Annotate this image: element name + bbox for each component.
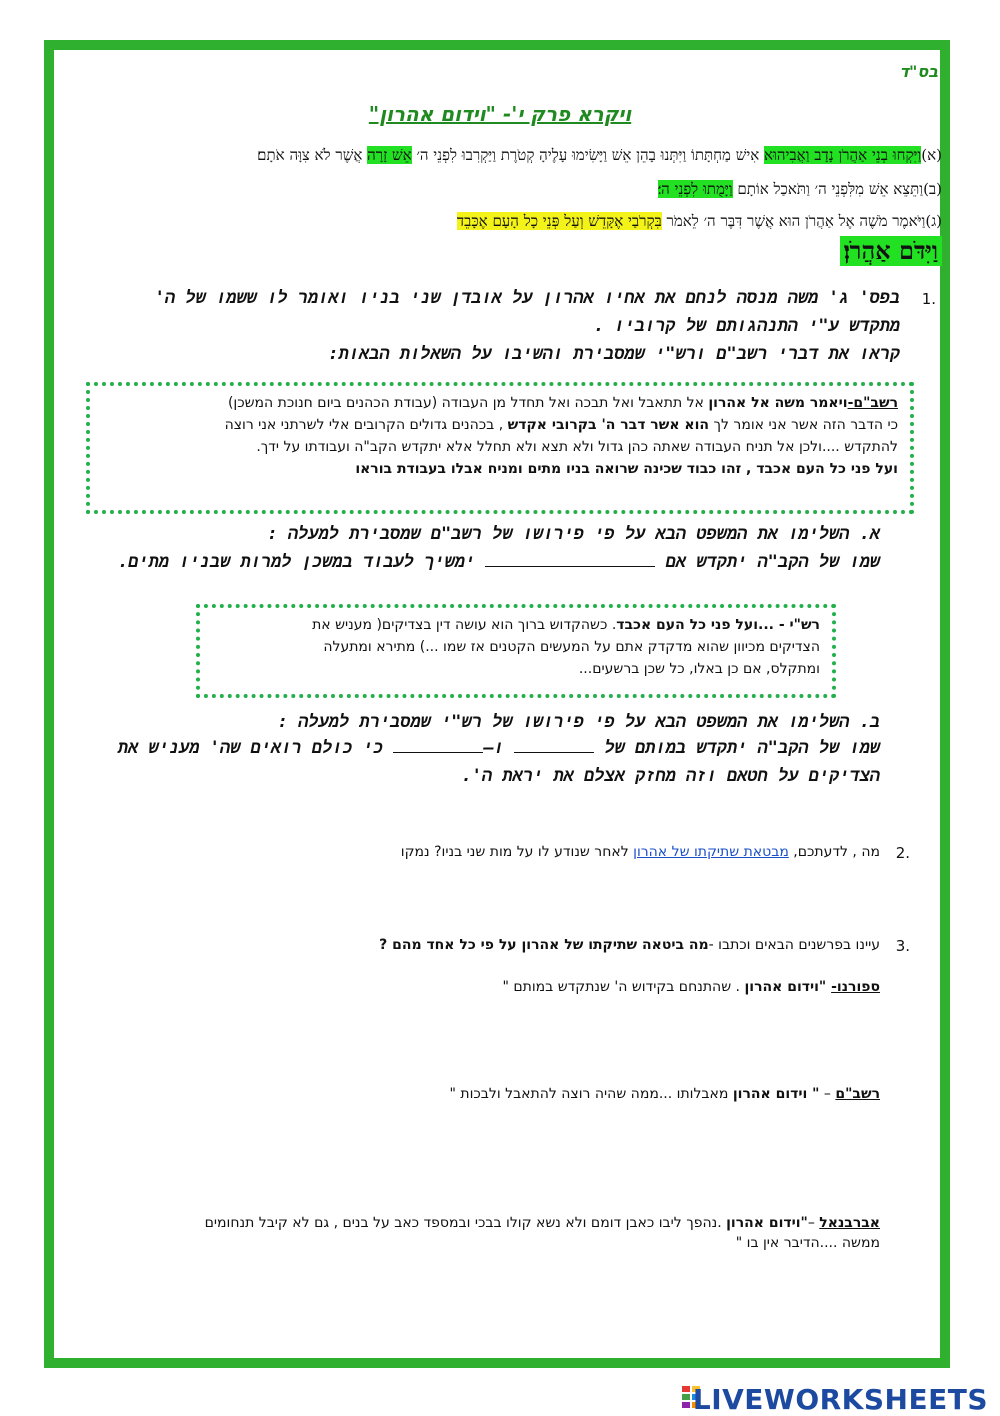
q3-text: עיינו בפרשנים הבאים וכתבו -מה ביטאה שתיקתו של אהרון על פי כל אחד מהם ?	[379, 937, 880, 953]
q3-number: 3.	[895, 937, 910, 955]
qb-line1: ב. השלימו את המשפט הבא על פי פירושו של רש"י שמסבירת למעלה :	[277, 712, 880, 732]
q2-link[interactable]: מבטאת שתיקתו של אהרון	[633, 844, 789, 860]
q1-line: קראו את דברי רשב"ם ורש"י שמסבירת והשיבו על השאלות הבאות:	[328, 344, 900, 364]
commentator-sforno: ספורנו- "וידום אהרון . שהתנחם בקידוש ה' שנתקדש במותם "	[502, 979, 880, 995]
qa-line1: א. השלימו את המשפט הבא על פי פירושו של רשב"ם שמסבירת למעלה :	[267, 524, 880, 544]
q2-number: 2.	[895, 844, 910, 862]
big-title: וַיִּדֹּם אַהֲרֹן׃	[840, 236, 942, 266]
answer-blank-b1[interactable]	[514, 752, 594, 753]
qb-line3: הצדיקים על חטאם וזה מחזק אצלם את יראת ה'.	[461, 766, 880, 786]
verse-c: (ג)וַיֹּאמֶר מֹשֶׁה אֶל אַהֲרֹן הוּא אֲשֶׁר דִּבֶּר ה׳ לֵאמֹר בִּקְרֹבַי אֶקָּדֵשׁ וְעַל פְּנֵי כָל הָעָם אֶכָּבֵד	[456, 212, 942, 230]
answer-blank-a[interactable]	[485, 566, 655, 567]
commentator-rashbam: רשב"ם – " וידום אהרון מאבלותו ...ממה שהיה רוצה להתאבל ולבכות "	[449, 1086, 880, 1102]
q1-number: 1.	[921, 290, 936, 308]
page-border	[44, 40, 950, 1368]
bsd-header: בס"ד	[899, 62, 938, 81]
rashbam-box: רשב"ם-ויאמר משה אל אהרון אל תתאבל ואל תבכה ואל תחדל מן העבודה (עבודת הכהנים ביום חנוכת המשכן) כי הדבר הזה אשר אני אומר לך הוא אשר דבר ה' בקרובי אקדש , בכהנים גדולים הקרובים אלי לשרתני אני רוצה להתקדש ....ולכן אל תניח העבודה שאתה כהן גדול ולא תצא ולא תחלל אלא יתקדש הקב"ה ועבודתו על ידך. ועל פני כל העם אכבד , זהו כבוד שכינה שרואה בניו מתים ומניח אבלו בעבודת בוראו	[86, 382, 914, 514]
verse-b: (ב)וַתֵּצֵא אֵשׁ מִלִּפְנֵי ה׳ וַתֹּאכַל אוֹתָם וַיָּמֻתוּ לִפְנֵי ה׳׃	[657, 180, 942, 198]
qa-line2: שמו של הקב"ה יתקדש אם ימשיך לעבוד במשכן למרות שבניו מתים.	[117, 552, 880, 572]
q1-text	[80, 284, 900, 368]
verse-a: (א)וַיִּקְחוּ בְנֵי אַהֲרֹן נָדָב וַאֲבִיהוּא אִישׁ מַחְתָּתוֹ וַיִּתְּנוּ בָהֵן אֵשׁ וַיָּשִׂימוּ עָלֶיהָ קְטֹרֶת וַיַּקְרִבוּ לִפְנֵי ה׳ אֵשׁ זָרָה אֲשֶׁר לֹא צִוָּה אֹתָם׃	[257, 146, 942, 164]
q2-text: מה , לדעתכם, מבטאת שתיקתו של אהרון לאחר שנודע לו על מות שני בניו? נמקו	[400, 844, 880, 860]
liveworksheets-brand[interactable]: LIVEWORKSHEETS	[692, 1383, 988, 1416]
q1-line: מתקדש ע"י התנהגותם של קרוביו .	[593, 316, 900, 336]
qb-line2: שמו של הקב"ה יתקדש במותם של ו– כי כולם רואים שה' מעניש את	[117, 738, 880, 758]
commentator-abarbanel: אברבנאל –"וידום אהרון .נהפך ליבו כאבן דומם ולא נשא קולו בבכי ובמספד כאב על בנים , גם לא קיבל תנחומים ממשה ....הדיבר אין בו "	[204, 1215, 880, 1251]
page-title: ויקרא פרק י'- "וידום אהרון"	[368, 102, 632, 126]
q1-line: בפס' ג' משה מנסה לנחם את אחיו אהרון על אובדן שני בניו ואומר לו ששמו של ה'	[154, 288, 900, 308]
rashi-box: רש"י - ...ועל פני כל העם אכבד. כשהקדוש ברוך הוא עושה דין בצדיקים( מעניש את הצדיקים מכיוון שהוא מדקדק אתם על המעשים הקטנים אז שמו ...) מתירא ומתעלה ומתקלס, אם כן באלו, כל שכן ברשעים...	[196, 604, 836, 698]
answer-blank-b2[interactable]	[393, 752, 483, 753]
